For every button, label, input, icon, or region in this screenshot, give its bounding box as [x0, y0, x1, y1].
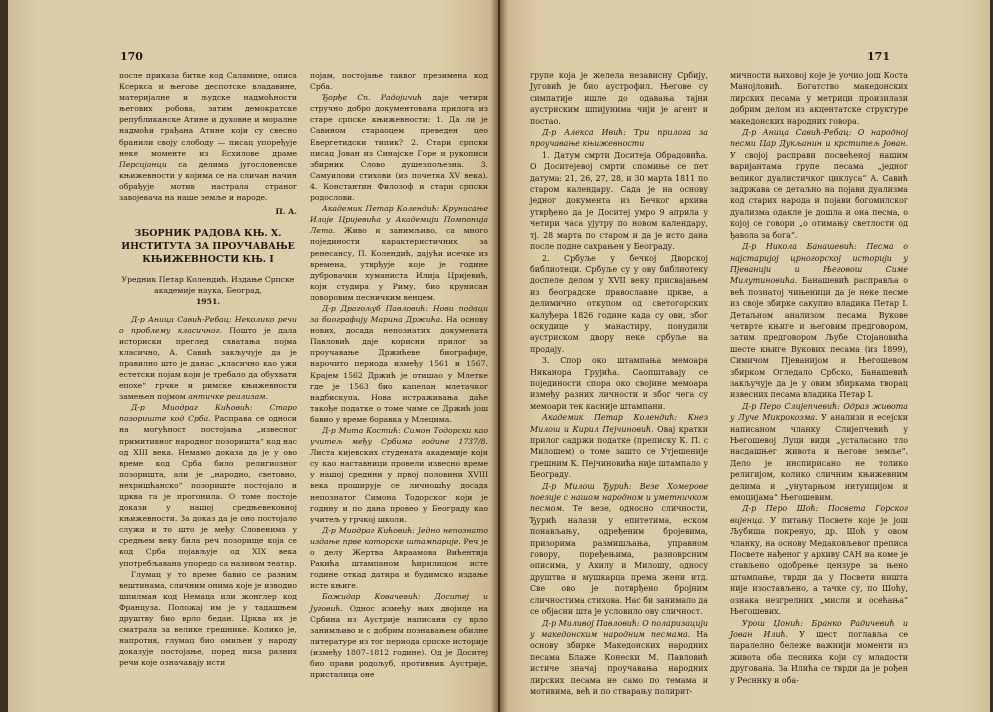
- paragraph: 3. Спор око штампања мемоара Никанора Грујића. Саопштавају се појединости спора око својине мемоара између разних личности и због чега су мемоари тек касније штампани.: [530, 356, 708, 411]
- paragraph: Академик Петар Колендић: Кнез Милош и Кирил Пејчиновић. Овај кратки прилог садржи податке (преписку К. П. с Милошем) о томе зашто се Утјешеније грешним К. Пејчиновића није штампало у Београду.: [530, 413, 708, 480]
- paragraph: Д-р Милош Ђурић: Везе Хомерове поезије с нашом народном и уметничком песмом. Те везе, односно сличности, Ђурић налази у епитетима, еском понављању, одређеним бројевима, призорима размишљања, управном говору, поређењима, разноврсним описима, у Ахилу и Милошу, односу друштва и мушкарца према жени итд. Све ово је потврђено бројним сличностима стихова. Нас би занимало да се објасни шта је условило ову сличност.: [530, 481, 708, 617]
- page-number-right: 171: [867, 50, 890, 63]
- paragraph: групе која је желела независну Србију, Југовић је био аустрофил. Његове су симпатије ишле до одавања тајни аустриским шпијунима чији је агент и постао.: [530, 71, 708, 126]
- paragraph: Д-р Миливој Павловић: О поларизацији у македонским народним песмама. На основу збирке Македонских народних песама Блаже Конески М. Павловић истиче значај проучавања народних лирских песама не само по темама и мотивима, већ и по стварању полирит-: [530, 618, 709, 696]
- paragraph: Д-р Миодраг Кићовић: Једно непознато издање прве которске штампарије. Реч је о делу Жертва Авраамова Вићентија Ракића штампаном ћирилицом исте године откад датира и будимско издање исте књиге.: [310, 525, 488, 591]
- paragraph: после приказа битке код Саламине, описа Ксеркса и његове деспотске владавине, материјалне и људске надмоћности његових робова, затим демократске републиканске Атине и духовне и моралне надмоћи грађана Атине који су свесно бранили своју слободу — писац упоређује неке моменте из Есхилове драме Персијанци са делима југословенске књижевности у којима се на сличан начин обрађује мотив настрала страног завојевача на наше земље и народе.: [119, 71, 297, 203]
- paragraph: Божидар Ковачевић: Доситеј и Југовић. Однос између њих двојице на Србина из Аустрије написани су врло занимљиво и с добрим познавањем обилне литературе из тог периода српске историје (између 1807–1812 године). Од је Доситеј био прави родољуб, противник Аустрије, присталица оне: [310, 592, 488, 680]
- paragraph: Д-р Миодраг Кићовић: Старо позориште код Срба. Расправа се односи на могућност постојања „извесног примитивног народног позоришта“ код нас од XIII века. Немамо доказа да је у ово време код Срба било религиозног позоришта, али је „народно, световно, нехришћанско“ позориште постојало и црква га је прогонила. О томе постоје докази у нашој средњевековној књижевности. За доказ да је оно постојало служи и то што је међу Словенима у средњем веку била реч позорище која се код Срба појављује од XIX века употребљавана упоредо са називом театар.: [119, 403, 298, 568]
- paragraph: 1. Датум смрти Доситеја Обрадовића. О Доситејевој смрти спомиње се пет датума: 21, 26, 27, 28, и 30 марта 1811 по старом календару. Сада је на основу једног документа из Бечког архива утврђено да је Доситеј умро 9 априла у четири часа ујутру по новом календару, тј. 28 марта по старом и да је исто дана после подне сахрањен у Београду.: [530, 150, 708, 252]
- paragraph: Д-р Аница Савић-Ребац: О народној песми Цар Дукљанин и крститељ Јован. У својој расправи посвећеној нашим варијантама групе песама „једног великог дуалистичког циклуса“ А. Савић задржава се детаљно на појави дуализма код старих народа и појави богомилског дуализма одакле је дошла и она песма, о којој се говори „о отимању светлости од ђавола за бога“.: [730, 128, 908, 240]
- paragraph: Д-р Алекса Ивић: Три прилога за проучавање књижевности: [530, 128, 708, 149]
- signature: П. А.: [275, 207, 297, 217]
- paragraph: Д-р Перо Шоћ: Посвета Горског вијенца. У питању Посвете које је још Љубиша покренуо, др. Шоћ у овом чланку, на основу Медаковљевог преписа Посвете нађеног у архиву САН на коме је стављено одобрење цензуре за њено штампање, тврди да у Посвети ништа није изостављено, а тачке су, по Шоћу, ознака незгрелних „мисли и осећања“ Његошевих.: [730, 504, 909, 617]
- paragraph: Урош Џонић: Бранко Радичевић и Јован Илић. У шест поглавља се паралелно бележе важнији моменти из живота оба песника који су младости другована. За Илића се тврди да је рођен у Ресннку и оба-: [730, 618, 909, 685]
- editor-line: Уредник Петар Колендић. Издање Српске академије наука, Београд, 1951.: [121, 275, 295, 307]
- paragraph: Ђорђе Сп. Радојичић даје четири стручно добро документована прилога из старе српске књижевности: 1. Да ли је Савином стараоцем преведен цео Евергетидски типик? 2. Стари српски писац Јован из Синајске Горе и рукописи збирник Слово душезпољезна. 3. Самуилови стихови (из почетка XV века). 4. Константин Филозоф и стари српски родослови.: [310, 93, 488, 203]
- paragraph: мичности њиховој које је уочио још Коста Манојловић. Богатство македонских лирских песама у метрици произилази добрим делом из акцентатске структуре македонских народних говора.: [730, 71, 908, 126]
- right-column-b: [730, 70, 908, 686]
- right-column-a: [530, 70, 708, 697]
- right-page: [500, 0, 990, 712]
- left-column-b: [310, 70, 488, 680]
- paragraph: Д-р Мита Костић: Симон Тодорски као учитељ међу Србима године 1737/8. Листа кијевских студената академије који су као наставници провели извесно време у нашој средини у првој половини XVIII века проширује се личношћу досада непознатог Симона Тодорског који је годину и по дана провео у Београду као учитељ у грчкој школи.: [310, 426, 488, 524]
- paragraph: 2. Србуље у бечкој Дворској библиотеци. Србуље су у ову библиотеку доспеле делом у XVII веку присвајањем из београдске православне цркве, а делимично откупом од светогорских калуђера 1826 године када су ови, због оскудице у манастиру, понудили аустриском двору неке србуље на продају.: [530, 253, 708, 354]
- paragraph: Академик Петар Колендић: Крунисање Илије Цријевића у Академији Помпонија Лета. Живо и занимљиво, са много појединости карактеристичних за ренесансу, П. Колендић, дајући исечке из времена, утврђује које је године дубровачки хуманиста Илија Цријевић, који студира у Риму, био крунисан ловоровим песничким венцем.: [310, 204, 489, 302]
- section-heading: ЗБОРНИК РАДОВА КЊ. X. ИНСТИТУТА ЗА ПРОУЧАВАЊЕ КЊИЖЕВНОСТИ КЊ. I: [121, 228, 295, 266]
- paragraph: Д-р Драгољуб Павловић: Нови подаци за биографију Марина Држића. На основу нових, досада непознатих докумената Павловић даје корисни прилог за проучавање Држићеве биографије, нарочито периода између 1561 и 1567. Крајем 1562 Држић је отишао у Млетке где је 1563 био капелан млетачког надбискупа. Нова истраживања даће такође податке о томе чиме се Држић још бавио у време боравка у Млецима.: [310, 303, 489, 424]
- left-column-a: [119, 70, 297, 669]
- left-page: [8, 0, 498, 712]
- paragraph: Д-р Перо Слијепчевић: Одраз живота у Луче Микрокозма. У анализи и есејски написаном чланку Слијепчевић у Његошевој Луци види „усталасано тло насдашњег живота и његове земље“. Дело је инспирисано не толико религијом, колико сличним књижевним делима и „унутарњом интуицијом и емоцијама“ Његошевим.: [730, 401, 908, 503]
- book-gutter: [490, 0, 508, 712]
- paragraph: појам, постојање таквог презимена код Срба.: [310, 71, 488, 92]
- paragraph: Глумац у то време бавио се разним вештинама, сличним онима које је изводио шпилман код Немаца или жонглер код Француза. Положај им је у тадашњем друштву био врло бедан. Црква их је сматрала за велике грешнике. Колико је, напротив, глумац био омиљен у народу доказује постојање, поред низа разних речи које означавају исти: [119, 569, 297, 668]
- paragraph: Д-р Никола Банашевић: Песма о најстаријој црногорској историји у Пјеванији и Његовош Симе Милутиновића. Банашевић расправља о већ познатој чињеници да је неке песме из своје збирке сакупио владика Петар I. Детаљном анализом песама Вукове четврте књиге и његовим предговором, затим предговором Љубе Стојановића шесте књиге Вукових песама (из 1899), Симичом Пјеванијом и Његошевом збирком Огледало Србско, Банашевић закључује да је у овим збиркама творац извесних песама владика Петар I.: [730, 242, 909, 400]
- paragraph: Д-р Аница Савић-Ребац: Неколико речи о проблему класичног. Пошто је дала историски преглед схватања појма класично, А. Савић закључује да је правилно што је данас „класично као ужи естетски појам који је требало да обухвати епохе“ грчке и римске књижевности замењен појмом античке реализам.: [119, 314, 297, 402]
- page-number-left: 170: [120, 50, 143, 63]
